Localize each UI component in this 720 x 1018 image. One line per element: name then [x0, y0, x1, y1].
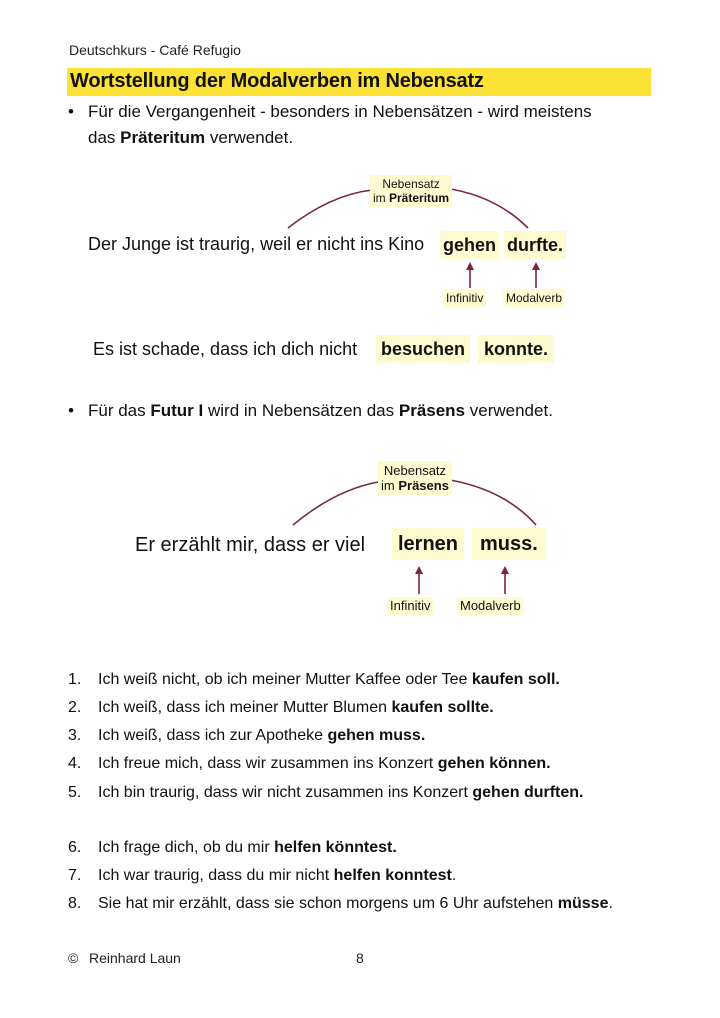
example-sentence-1: Der Junge ist traurig, weil er nicht ins Kino: [88, 234, 425, 254]
list-plain: Ich weiß, dass ich zur Apotheke: [98, 727, 328, 744]
page-number: 8: [356, 950, 364, 966]
list-number: 7.: [68, 867, 82, 884]
bullet-icon: •: [68, 102, 74, 121]
arrowhead-infinitiv-1: [466, 262, 474, 270]
label-modalverb-2: Modalverb: [457, 597, 524, 615]
list-plain: Sie hat mir erzählt, dass sie schon morgens um 6 Uhr aufstehen: [98, 895, 558, 912]
label-line2-prefix: im: [373, 191, 389, 205]
label-modalverb-1: Modalverb: [503, 289, 565, 307]
list-number: 8.: [68, 895, 82, 912]
label-nebensatz-praesens: [378, 461, 452, 495]
list-plain: Ich weiß, dass ich meiner Mutter Blumen: [98, 699, 392, 716]
list-text: [98, 863, 648, 889]
copyright-icon: ©: [68, 950, 79, 966]
text-fragment: verwendet.: [465, 401, 553, 420]
author-name: Reinhard Laun: [89, 950, 181, 966]
keyword-praesens: Präsens: [398, 401, 466, 420]
arrowhead-modal-1: [532, 262, 540, 270]
list-text: [98, 891, 623, 917]
list-bold: kaufen sollte.: [391, 699, 494, 716]
list-number: 5.: [68, 784, 82, 801]
list-text: [98, 723, 648, 749]
list-bold: helfen konntest: [333, 867, 452, 884]
example-sentence-2: Es ist schade, dass ich dich nicht: [93, 339, 358, 359]
list-text: [98, 835, 648, 861]
label-line2-bold: Präteritum: [389, 191, 450, 205]
list-text: [98, 695, 648, 721]
list-bold: kaufen soll.: [471, 671, 560, 688]
modal-highlight-2: konnte.: [478, 335, 554, 363]
modal-highlight-3: muss.: [472, 528, 546, 560]
list-number: 4.: [68, 755, 82, 772]
bullet-icon: •: [68, 401, 74, 420]
list-number: 2.: [68, 699, 82, 716]
label-line2-prefix: im: [381, 478, 399, 493]
list-plain: Ich war traurig, dass du mir nicht: [98, 867, 334, 884]
list-plain: Ich freue mich, dass wir zusammen ins Konzert: [98, 755, 438, 772]
list-number: 6.: [68, 839, 82, 856]
arc-left-2: [293, 482, 378, 525]
modal-highlight-1: durfte.: [504, 231, 566, 259]
infinitive-highlight-1: gehen: [440, 231, 499, 259]
list-tail: .: [451, 867, 457, 884]
arc-left-1: [288, 190, 372, 228]
arc-right-1: [444, 188, 528, 228]
section2-text: [88, 398, 658, 424]
list-bold: müsse: [557, 895, 609, 912]
text-fragment: Für das: [88, 401, 151, 420]
list-tail: .: [608, 895, 613, 912]
label-nebensatz-praeteritum: [370, 175, 452, 207]
list-plain: Ich frage dich, ob du mir: [98, 839, 275, 856]
infinitive-highlight-2: besuchen: [376, 335, 470, 363]
list-bold: gehen durften.: [472, 784, 584, 801]
list-number: 3.: [68, 727, 82, 744]
label-line1: Nebensatz: [383, 463, 447, 478]
list-text: [98, 780, 618, 806]
label-infinitiv-2: Infinitiv: [387, 597, 433, 615]
label-infinitiv-1: Infinitiv: [443, 289, 486, 307]
list-plain: Ich bin traurig, dass wir nicht zusammen ins Konzert: [98, 784, 473, 801]
arc-right-2: [450, 480, 536, 525]
label-line1: Nebensatz: [382, 177, 440, 191]
list-bold: gehen können.: [437, 755, 551, 772]
label-line2-bold: Präsens: [398, 478, 449, 493]
text-fragment: das: [88, 128, 121, 147]
keyword-praeteritum: Präteritum: [120, 128, 206, 147]
text-fragment: verwendet.: [205, 128, 294, 147]
keyword-futur: Futur I: [150, 401, 204, 420]
course-header: Deutschkurs - Café Refugio: [69, 42, 241, 58]
example-sentence-3: Er erzählt mir, dass er viel: [135, 534, 366, 556]
list-plain: Ich weiß nicht, ob ich meiner Mutter Kaffee oder Tee: [98, 671, 472, 688]
list-bold: helfen könntest.: [274, 839, 397, 856]
list-bold: gehen muss.: [327, 727, 426, 744]
text-fragment: wird in Nebensätzen das: [203, 401, 399, 420]
list-text: [98, 751, 648, 777]
page-title: Wortstellung der Modalverben im Nebensatz: [70, 70, 484, 92]
list-text: [98, 667, 648, 693]
arrowhead-modal-2: [501, 566, 509, 574]
list-number: 1.: [68, 671, 82, 688]
arrowhead-infinitiv-2: [415, 566, 423, 574]
infinitive-highlight-3: lernen: [392, 528, 464, 560]
section1-text-line1: Für die Vergangenheit - besonders in Nebensätzen - wird meistens: [88, 102, 592, 121]
